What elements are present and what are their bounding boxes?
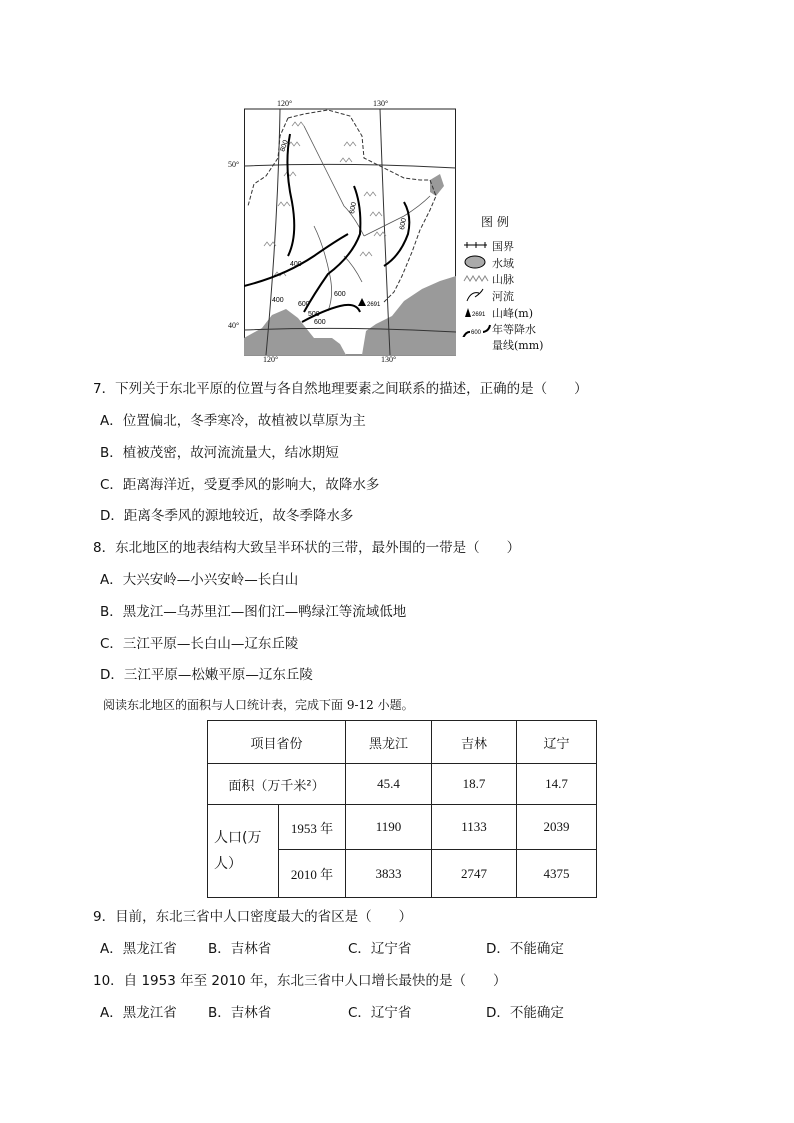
table-cell: 1190 [346, 805, 432, 850]
peak-label: 2691 [367, 302, 381, 308]
legend-item [461, 270, 571, 286]
legend-label: 国界 [492, 240, 514, 253]
mountain-range-icon [461, 270, 491, 286]
legend-item [461, 321, 571, 353]
question-10-option-d[interactable]: D．不能确定 [486, 1005, 564, 1021]
question-8-stem: 8．东北地区的地表结构大致呈半环状的三带，最外围的一带是（ ） [93, 540, 521, 556]
population-label-cell [208, 805, 279, 898]
population-label-line: 人口(万 [214, 830, 262, 846]
question-7-option-a[interactable]: A．位置偏北，冬季寒冷，故植被以草原为主 [100, 413, 366, 429]
question-9-option-a[interactable]: A．黑龙江省 [100, 941, 177, 957]
northeast-china-map [228, 99, 456, 364]
year-cell: 1953 年 [279, 805, 346, 850]
legend-label: 水域 [492, 257, 514, 270]
table-header-cell: 吉林 [432, 721, 517, 764]
table-header-row [208, 721, 597, 764]
area-population-table [207, 720, 597, 898]
table-cell: 4375 [517, 850, 597, 898]
map-svg [244, 106, 456, 356]
table-cell: 45.4 [346, 764, 432, 805]
legend-item [461, 304, 571, 320]
question-9-option-b[interactable]: B．吉林省 [208, 941, 272, 957]
lon-label-top: 120° [277, 99, 293, 108]
year-cell: 2010 年 [279, 850, 346, 898]
question-10-stem: 10．自 1953 年至 2010 年，东北三省中人口增长最快的是（ ） [93, 973, 507, 989]
legend-isohyet-value: 600 [471, 330, 482, 336]
isohyet-label: 600 [298, 301, 310, 308]
table-intro: 阅读东北地区的面积与人口统计表，完成下面 9-12 小题。 [103, 698, 414, 712]
table-header-cell: 黑龙江 [346, 721, 432, 764]
legend-peak-value: 2691 [472, 312, 486, 318]
legend-label: 量线(mm) [492, 339, 544, 352]
question-10-option-b[interactable]: B．吉林省 [208, 1005, 272, 1021]
question-8-option-c[interactable]: C．三江平原—长白山—辽东丘陵 [100, 636, 299, 652]
isohyet-label: 400 [290, 261, 302, 268]
isohyet-label: 600 [399, 217, 408, 231]
question-7-option-c[interactable]: C．距离海洋近，受夏季风的影响大，故降水多 [100, 477, 380, 493]
isohyet-icon [461, 321, 491, 337]
map-legend [461, 213, 571, 353]
question-7-option-b[interactable]: B．植被茂密，故河流流量大，结冰期短 [100, 445, 339, 461]
table-row [208, 764, 597, 805]
table-cell: 2039 [517, 805, 597, 850]
river-icon [461, 287, 491, 303]
lon-label-bottom: 130° [381, 355, 397, 364]
question-9-option-d[interactable]: D．不能确定 [486, 941, 564, 957]
isohyet-label: 600 [314, 319, 326, 326]
boundary-icon [461, 237, 491, 253]
table-cell: 2747 [432, 850, 517, 898]
legend-item [461, 254, 571, 270]
legend-label: 河流 [492, 290, 514, 303]
lat-label: 50° [228, 160, 240, 169]
legend-item [461, 237, 571, 253]
isohyet-label: 800 [279, 139, 290, 153]
legend-item [461, 287, 571, 303]
table-header-cell: 项目省份 [208, 721, 346, 764]
legend-label: 山脉 [492, 273, 514, 286]
question-8-option-b[interactable]: B．黑龙江—乌苏里江—图们江—鸭绿江等流域低地 [100, 604, 407, 620]
lat-label: 40° [228, 321, 240, 330]
question-8-option-d[interactable]: D．三江平原—松嫩平原—辽东丘陵 [100, 667, 313, 683]
water-area-icon [461, 254, 491, 270]
question-8-option-a[interactable]: A．大兴安岭—小兴安岭—长白山 [100, 572, 299, 588]
area-label-cell: 面积（万千米²） [208, 764, 346, 805]
legend-title: 图 例 [481, 215, 509, 229]
table-cell: 18.7 [432, 764, 517, 805]
table-header-cell: 辽宁 [517, 721, 597, 764]
legend-label: 山峰(m) [492, 307, 534, 320]
table-cell: 3833 [346, 850, 432, 898]
isohyet-label: 600 [349, 201, 358, 215]
table-cell: 1133 [432, 805, 517, 850]
peak-icon [461, 304, 491, 320]
question-10-option-a[interactable]: A．黑龙江省 [100, 1005, 177, 1021]
question-7-option-d[interactable]: D．距离冬季风的源地较近，故冬季降水多 [100, 508, 354, 524]
legend-label: 年等降水 [492, 323, 536, 336]
question-10-option-c[interactable]: C．辽宁省 [348, 1005, 412, 1021]
population-label-line: 人） [214, 856, 242, 872]
question-7-stem: 7．下列关于东北平原的位置与各自然地理要素之间联系的描述，正确的是（ ） [93, 381, 588, 397]
isohyet-label: 500 [308, 311, 320, 318]
table-cell: 14.7 [517, 764, 597, 805]
table-row [208, 805, 597, 850]
isohyet-label: 400 [272, 297, 284, 304]
lon-label-top: 130° [373, 99, 389, 108]
question-9-stem: 9．目前，东北三省中人口密度最大的省区是（ ） [93, 909, 413, 925]
lon-label-bottom: 120° [263, 355, 279, 364]
question-9-option-c[interactable]: C．辽宁省 [348, 941, 412, 957]
isohyet-label: 600 [334, 291, 346, 298]
